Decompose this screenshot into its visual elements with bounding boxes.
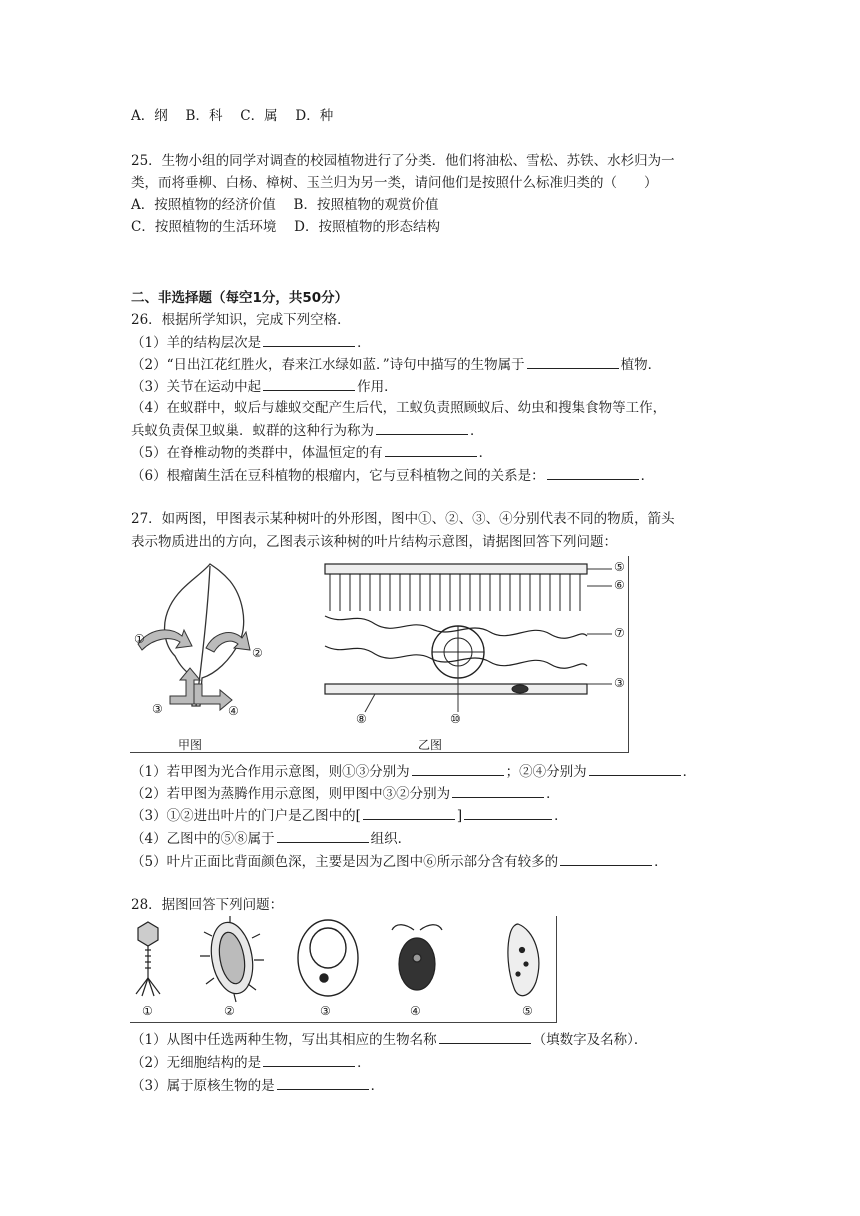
q24-options: A．纲 B．科 C．属 D．种 [131,108,334,124]
leaf-cross-section [325,564,587,694]
q26-sub2 [131,355,661,374]
answer-blank[interactable] [560,852,652,866]
q26-sub3-text: （3）关节在运动中起 [131,379,262,395]
q26-sub5 [131,443,492,462]
q27-sub2 [131,784,560,803]
q25-options-ab: A．按照植物的经济价值 B．按照植物的观赏价值 [131,197,439,213]
answer-blank[interactable] [589,762,681,776]
q27-sub1 [131,762,696,781]
bacteriophage-icon [136,922,160,996]
q27-sub5-text: （5）叶片正面比背面颜色深，主要是因为乙图中⑥所示部分含有较多的 [131,854,559,870]
q26-sub6-end: ． [640,468,655,484]
figure-mark: ⑦ [614,626,625,640]
q28-sub2 [131,1053,371,1072]
answer-blank[interactable] [277,1076,369,1090]
answer-blank[interactable] [385,443,477,457]
q27-sub4 [131,829,411,848]
q28-sub3-text: （3）属于原核生物的是 [131,1078,275,1094]
answer-blank[interactable] [439,1030,531,1044]
q28-sub3-end: ． [370,1078,385,1094]
figure-mark: ⑩ [450,712,461,726]
answer-blank[interactable] [527,355,619,369]
q27-sub4-end: 组织． [370,831,412,847]
q26-sub1-end: ． [357,335,371,351]
bacterium-icon [200,916,264,1002]
q26-sub2-text: （2）“日出江花红胜火，春来江水绿如蓝．”诗句中描写的生物属于 [131,357,525,373]
q28-sub3 [131,1076,384,1095]
q26-sub4-line2 [131,421,484,440]
figure-caption-jia: 甲图 [178,738,203,752]
q28-sub2-text: （2）无细胞结构的是 [131,1055,262,1071]
q28-sub1-text: （1）从图中任选两种生物，写出其相应的生物名称 [131,1032,437,1048]
answer-blank[interactable] [363,806,455,820]
q28-sub2-end: ． [357,1055,371,1071]
q28-sub1 [131,1030,647,1049]
answer-blank[interactable] [547,466,639,480]
q26-sub5-end: ． [478,445,493,461]
q28-sub1-end: （填数字及名称）． [532,1032,648,1048]
figure-mark: ③ [614,676,625,690]
figure-mark: ① [134,632,145,646]
q26-sub1-text: （1）羊的结构层次是 [131,335,262,351]
yeast-icon [298,920,358,996]
figure-mark: ④ [410,1004,421,1018]
answer-blank[interactable] [263,333,355,347]
q27-sub3-end: ． [554,808,568,824]
q26-sub4-end: ． [470,423,484,439]
answer-blank[interactable] [263,1053,355,1067]
paramecium-icon [508,924,539,996]
answer-blank[interactable] [464,806,552,820]
q25-options-cd: C．按照植物的生活环境 D．按照植物的形态结构 [131,219,440,235]
q26-sub4-text: 兵蚁负责保卫蚁巢．蚁群的这种行为称为 [131,423,374,439]
q27-sub3 [131,806,568,825]
figure-mark: ⑥ [614,578,625,592]
figure-mark: ② [224,1004,235,1018]
q26-sub5-text: （5）在脊椎动物的类群中，体温恒定的有 [131,445,383,461]
q26-sub1 [131,333,371,352]
q28-figure [130,916,557,1023]
q27-sub3-bracket: ] [456,808,463,824]
figure-mark: ⑤ [522,1004,533,1018]
q25-stem-line1: 25．生物小组的同学对调查的校园植物进行了分类．他们将油松、雪松、苏铁、水杉归为一 [131,153,675,169]
q27-sub5 [131,852,668,871]
q26-sub3 [131,377,398,396]
q26-sub2-end: 植物． [620,357,662,373]
organisms-diagram [130,916,556,1022]
q27-figure [130,556,629,753]
q27-sub1-mid: ；②④分别为 [505,764,587,780]
q27-stem-line2: 表示物质进出的方向，乙图表示该种树的叶片结构示意图，请据图回答下列问题： [131,534,617,550]
figure-mark: ⑧ [356,712,367,726]
q28-stem: 28．据图回答下列问题： [131,897,284,913]
q26-sub6-text: （6）根瘤菌生活在豆科植物的根瘤内，它与豆科植物之间的关系是： [131,468,545,484]
leaf-diagram [130,556,628,752]
figure-mark: ② [252,646,263,660]
answer-blank[interactable] [376,421,468,435]
q27-sub1-text: （1）若甲图为光合作用示意图，则①③分别为 [131,764,410,780]
chlamydomonas-icon [392,925,442,990]
q27-sub3-text: （3）①②进出叶片的门户是乙图中的[ [131,808,361,824]
figure-mark: ③ [320,1004,331,1018]
q25-stem-line2: 类，而将垂柳、白杨、樟树、玉兰归为另一类，请问他们是按照什么标准归类的（ ） [131,175,658,191]
q27-sub4-text: （4）乙图中的⑤⑧属于 [131,831,275,847]
q26-sub3-end: 作用． [357,379,398,395]
figure-caption-yi: 乙图 [418,738,443,752]
figure-mark: ③ [152,702,163,716]
q26-sub6 [131,466,654,485]
figure-mark: ① [142,1004,153,1018]
answer-blank[interactable] [412,762,504,776]
section-title: 二、非选择题（每空1分，共50分） [131,290,349,306]
q27-sub2-text: （2）若甲图为蒸腾作用示意图，则甲图中③②分别为 [131,786,451,802]
q27-sub2-end: ． [546,786,560,802]
q26-stem: 26．根据所学知识，完成下列空格． [131,312,351,328]
answer-blank[interactable] [263,377,355,391]
answer-blank[interactable] [452,784,544,798]
q27-stem-line1: 27．如两图，甲图表示某种树叶的外形图，图中①、②、③、④分别代表不同的物质，箭头 [131,511,675,527]
q27-sub1-end: ． [682,764,697,780]
q26-sub4-line1: （4）在蚁群中，蚁后与雄蚁交配产生后代，工蚁负责照顾蚁后、幼虫和搜集食物等工作， [131,400,667,416]
figure-mark: ④ [228,704,239,718]
figure-mark: ⑤ [614,560,625,574]
answer-blank[interactable] [277,829,369,843]
arrow-icons [138,630,250,710]
q27-sub5-end: ． [654,854,668,870]
